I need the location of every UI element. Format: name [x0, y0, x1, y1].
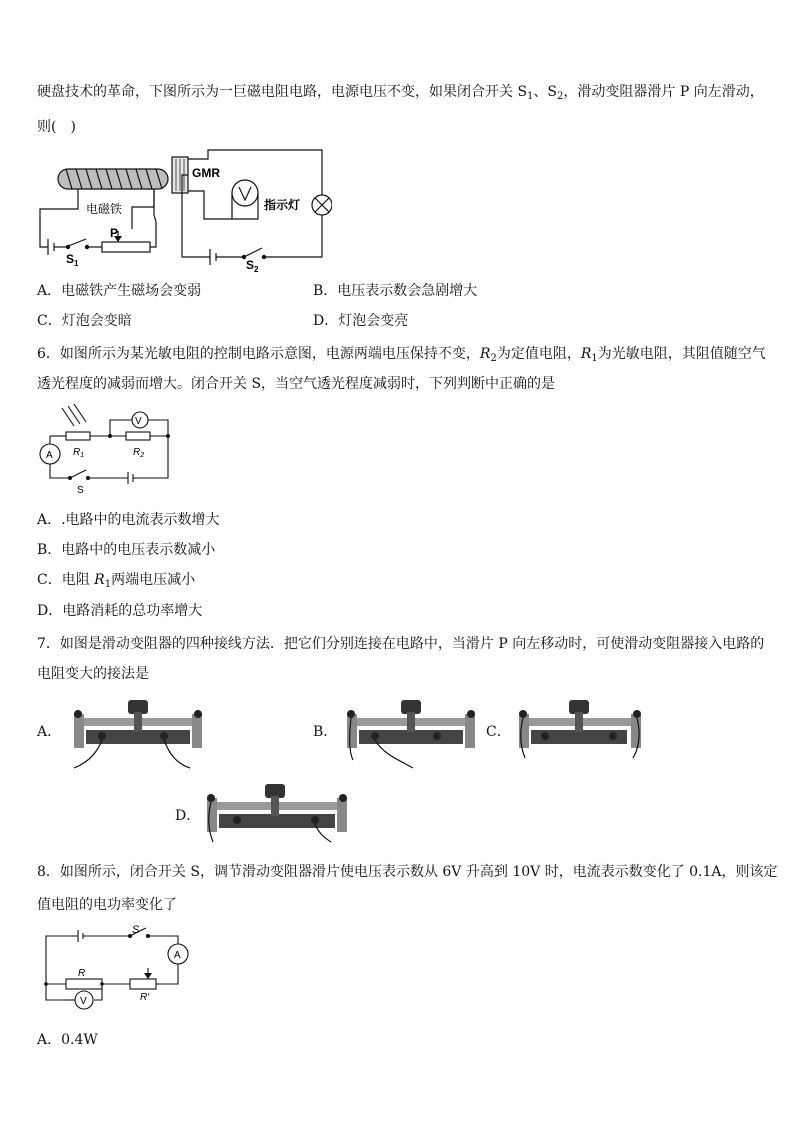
q8-label-voltmeter: V: [80, 996, 87, 1007]
q8-circuit-figure: [40, 924, 196, 1010]
q5-label-p: P: [110, 226, 119, 240]
q6-label-s: S: [77, 485, 84, 496]
q6-option-a[interactable]: A．.电路中的电流表示数增大: [37, 512, 220, 528]
q8-label-ammeter: A: [174, 950, 181, 961]
q5-label-indicator-lamp: 指示灯: [264, 198, 301, 212]
q5-option-b[interactable]: B．电压表示数会急剧增大: [313, 283, 478, 299]
q6-label-voltmeter: V: [135, 416, 142, 427]
q5-label-electromagnet: 电磁铁: [86, 202, 123, 216]
q6-label-ammeter: A: [46, 450, 53, 461]
q7-rheostat-b: [343, 696, 483, 770]
q7-option-c-label[interactable]: C．: [486, 724, 511, 740]
q7-stem-line2: 电阻变大的接法是: [37, 666, 149, 682]
q8-label-rprime: R′: [140, 992, 150, 1003]
q7-option-a-label[interactable]: A．: [37, 724, 62, 740]
q5-option-a[interactable]: A．电磁铁产生磁场会变弱: [37, 283, 202, 299]
q5-label-s2: $S_2$: [246, 258, 259, 273]
q8-label-s: S: [132, 924, 140, 936]
q6-label-r2: $R_2$: [133, 447, 145, 459]
q7-option-d-label[interactable]: D．: [175, 808, 201, 824]
q6-label-r1: $R_1$: [73, 447, 85, 459]
q8-stem-line1: 8．如图所示，闭合开关 S，调节滑动变阻器滑片使电压表示数从 6V 升高到 10V 时，电流表示数变化了 0.1A，则该定: [37, 864, 778, 880]
q5-stem-line2: 则( ): [37, 119, 76, 135]
q7-option-b-label[interactable]: B．: [313, 724, 338, 740]
q8-stem-line2: 值电阻的电功率变化了: [37, 897, 177, 913]
q6-stem-line1: 6．如图所示为某光敏电阻的控制电路示意图，电源两端电压保持不变，$R_2$为定值电阻，$R_1$为光敏电阻，其阻值随空气: [37, 346, 766, 364]
q6-circuit-figure: [36, 404, 176, 496]
q5-label-s1: $S_1$: [66, 252, 79, 268]
q8-option-a[interactable]: A．0.4W: [37, 1032, 98, 1048]
q5-option-d[interactable]: D．灯泡会变亮: [313, 313, 409, 329]
q5-stem-line1: 硬盘技术的革命，下图所示为一巨磁电阻电路，电源电压不变，如果闭合开关 $S_1$、$S_2$，滑动变阻器滑片 P 向左滑动，: [37, 84, 764, 102]
q7-rheostat-d: [203, 780, 353, 846]
q7-rheostat-a: [70, 696, 210, 770]
q5-circuit-figure: [36, 147, 332, 273]
q6-stem-line2: 透光程度的减弱而增大。闭合开关 S，当空气透光程度减弱时，下列判断中正确的是: [37, 376, 556, 392]
q7-stem-line1: 7．如图是滑动变阻器的四种接线方法．把它们分别连接在电路中，当滑片 P 向左移动时，可使滑动变阻器接入电路的: [37, 636, 765, 652]
q8-label-r: R: [78, 968, 86, 979]
q5-option-c[interactable]: C．灯泡会变暗: [37, 313, 132, 329]
q6-option-c[interactable]: C．电阻 $R_1$两端电压减小: [37, 572, 196, 590]
q5-label-gmr: GMR: [192, 166, 220, 180]
q6-option-d[interactable]: D．电路消耗的总功率增大: [37, 603, 203, 619]
q7-rheostat-c: [515, 696, 645, 762]
q6-option-b[interactable]: B．电路中的电压表示数减小: [37, 542, 216, 558]
